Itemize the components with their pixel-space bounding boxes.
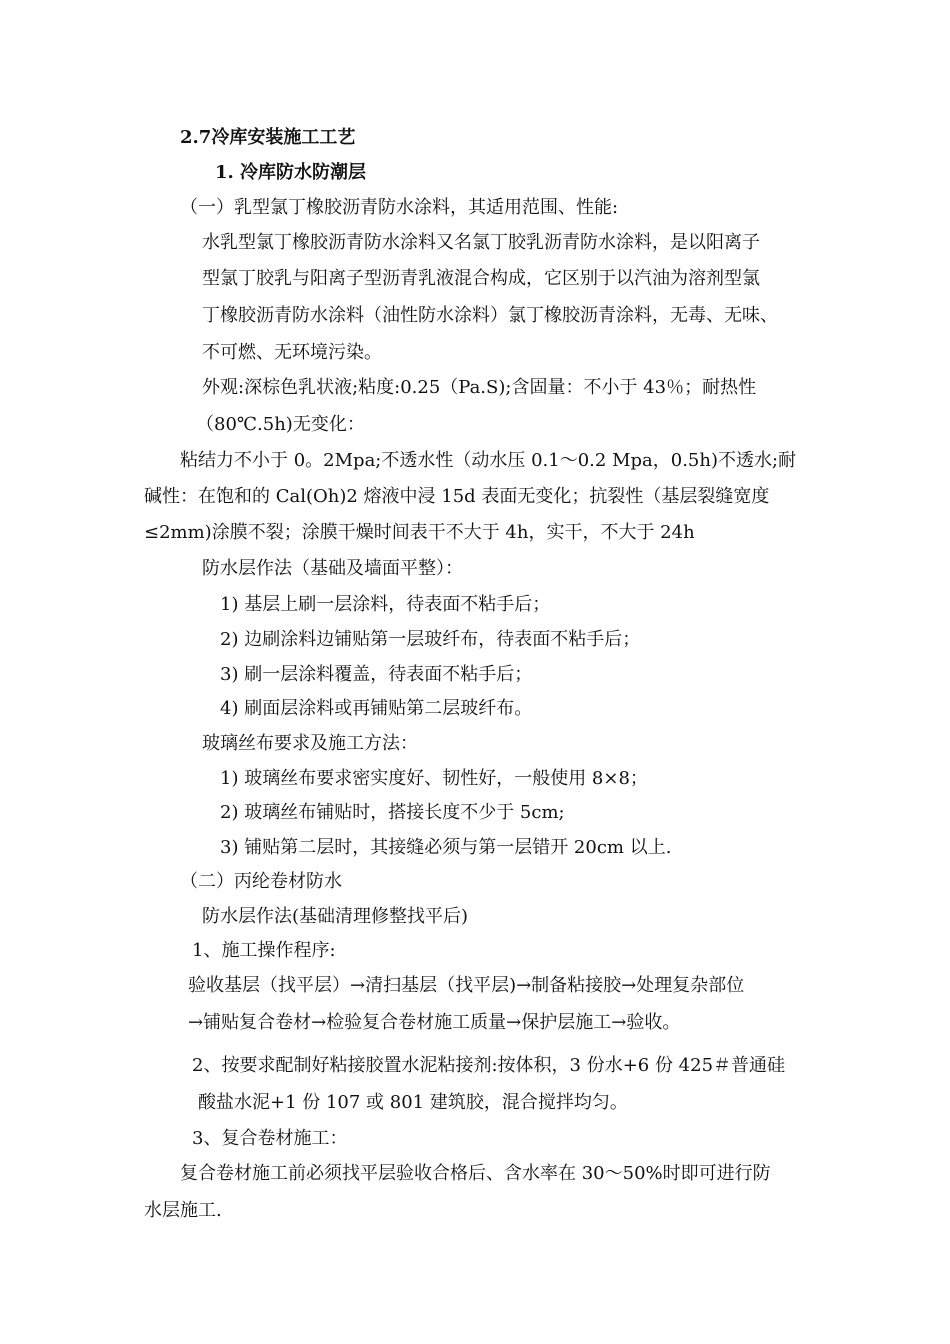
section-heading: 2.7冷库安装施工工艺	[180, 127, 356, 148]
part2-title: （二）丙纶卷材防水	[180, 871, 342, 892]
list-item: 3) 铺贴第二层时，其接缝必须与第一层错开 20cm 以上.	[220, 837, 672, 858]
list-item: 2) 玻璃丝布铺贴时，搭接长度不少于 5cm;	[220, 802, 565, 823]
list-item: 1) 基层上刷一层涂料，待表面不粘手后；	[220, 594, 551, 615]
paragraph-line: 水层施工.	[144, 1200, 222, 1221]
paragraph-line: 碱性：在饱和的 Cal(Oh)2 熔液中浸 15d 表面无变化；抗裂性（基层裂缝宽度	[144, 486, 770, 507]
paragraph-line: →铺贴复合卷材→检验复合卷材施工质量→保护层施工→验收。	[188, 1012, 681, 1033]
procedure-title: 1、施工操作程序:	[192, 940, 336, 961]
subsection-heading: 1. 冷库防水防潮层	[215, 162, 367, 183]
paragraph-line: 复合卷材施工前必须找平层验收合格后、含水率在 30～50%时即可进行防	[180, 1163, 771, 1184]
paragraph-line: 2、按要求配制好粘接胶置水泥粘接剂:按体积，3 份水+6 份 425＃普通硅	[192, 1055, 786, 1076]
list-item: 2) 边刷涂料边铺贴第一层玻纤布，待表面不粘手后；	[220, 629, 641, 650]
paragraph-line: 酸盐水泥+1 份 107 或 801 建筑胶，混合搅拌均匀。	[198, 1092, 628, 1113]
paragraph-line: ≤2mm)涂膜不裂；涂膜干燥时间表干不大于 4h，实干，不大于 24h	[144, 522, 695, 543]
list-item: 1) 玻璃丝布要求密实度好、韧性好，一般使用 8×8；	[220, 768, 648, 789]
paragraph-line: 外观:深棕色乳状液;粘度:0.25（Pa.S);含固量：不小于 43％；耐热性	[202, 377, 757, 398]
paragraph-line: 不可燃、无环境污染。	[202, 342, 382, 363]
paragraph-line: （80℃.5h)无变化：	[196, 414, 365, 435]
paragraph-line: 验收基层（找平层）→清扫基层（找平层)→制备粘接胶→处理复杂部位	[188, 975, 745, 996]
list-item: 3) 刷一层涂料覆盖，待表面不粘手后；	[220, 664, 533, 685]
paragraph-line: 丁橡胶沥青防水涂料（油性防水涂料）氯丁橡胶沥青涂料，无毒、无味、	[202, 305, 778, 326]
method-title: 防水层作法(基础清理修整找平后)	[202, 906, 469, 927]
part1-title: （一）乳型氯丁橡胶沥青防水涂料，其适用范围、性能:	[180, 197, 619, 218]
sheet-title: 3、复合卷材施工：	[192, 1128, 348, 1149]
method-title: 防水层作法（基础及墙面平整）：	[202, 558, 463, 579]
glass-title: 玻璃丝布要求及施工方法：	[202, 733, 418, 754]
list-item: 4) 刷面层涂料或再铺贴第二层玻纤布。	[220, 698, 533, 719]
paragraph-line: 型氯丁胶乳与阳离子型沥青乳液混合构成，它区别于以汽油为溶剂型氯	[202, 268, 760, 289]
paragraph-line: 水乳型氯丁橡胶沥青防水涂料又名氯丁胶乳沥青防水涂料，是以阳离子	[202, 232, 760, 253]
paragraph-line: 粘结力不小于 0。2Mpa;不透水性（动水压 0.1～0.2 Mpa，0.5h)不透水;耐	[180, 450, 797, 471]
